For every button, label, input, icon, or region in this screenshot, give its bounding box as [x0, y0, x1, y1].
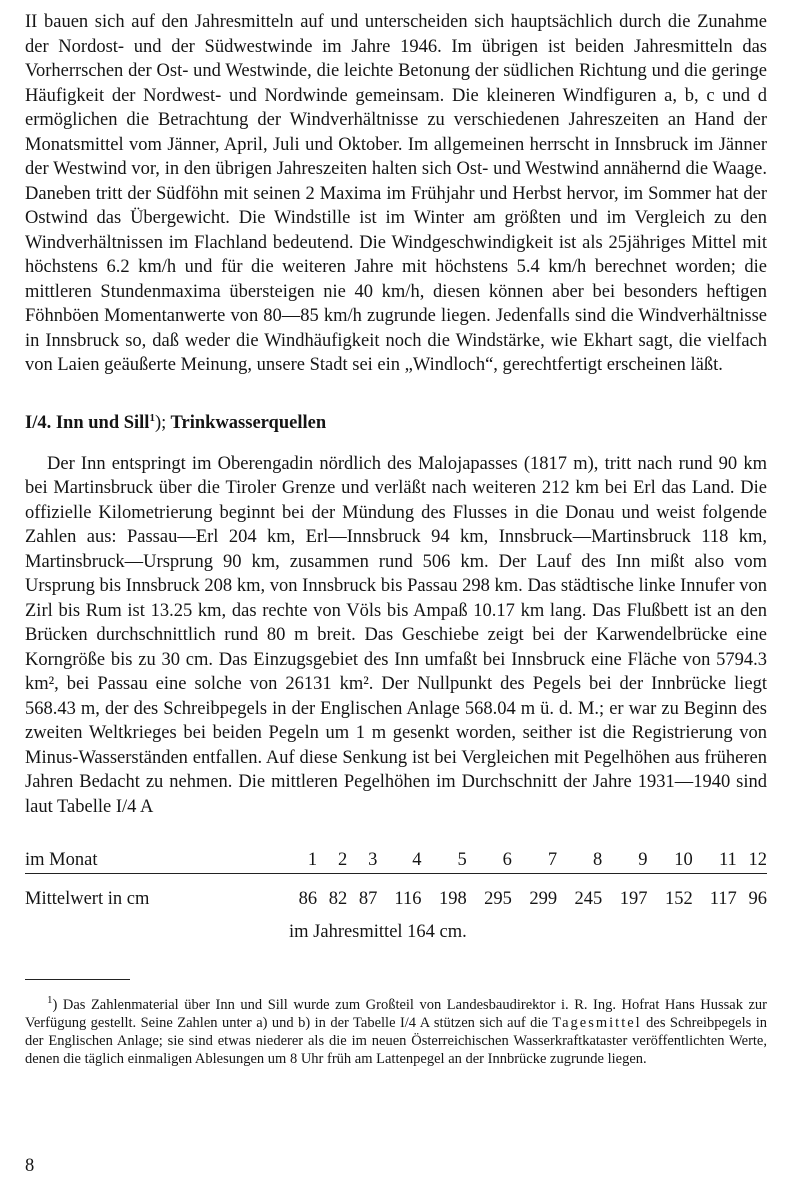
- value-cell: 117: [709, 888, 737, 909]
- month-cell: 1: [307, 849, 318, 870]
- gauge-table: [25, 847, 767, 912]
- month-cell: 2: [338, 849, 348, 870]
- value-cell: 295: [484, 888, 512, 909]
- month-cell: 6: [502, 849, 512, 870]
- value-cell: 245: [574, 888, 603, 909]
- table-value-row: [25, 886, 767, 912]
- annual-mean: im Jahresmittel 164 cm.: [289, 922, 467, 942]
- month-cell: 9: [638, 849, 648, 870]
- month-cell: 10: [674, 849, 693, 870]
- heading-footnote-mark: 1: [149, 411, 155, 424]
- footnote-mark: 1: [47, 994, 53, 1007]
- month-cell: 3: [368, 849, 378, 870]
- heading-title: I/4. Inn und Sill: [25, 412, 150, 433]
- value-cell: 96: [748, 888, 767, 909]
- footnote-divider: [25, 979, 130, 980]
- value-cell: 197: [619, 888, 648, 909]
- value-cell: 86: [298, 888, 318, 909]
- value-cell: 87: [358, 888, 378, 909]
- document-page: [25, 10, 767, 1068]
- month-cell: 4: [412, 849, 422, 870]
- footnote-emphasis: Tagesmittel: [552, 1015, 642, 1031]
- heading-separator: );: [154, 412, 167, 433]
- month-cell: 12: [748, 849, 767, 870]
- paragraph-inn: Der Inn entspringt im Oberengadin nördlich des Malojapasses (1817 m), tritt nach rund 90 km bei Martinsbruck über die Tiroler Grenze und verläßt nach weiteren 212 km bei Erl das Land. Die offizielle Kilometrierung beginnt bei der Mündung des Flusses in die Donau und weist folgende Zahlen aus: Passau—Erl 204 km, Erl—Innsbruck 94 km, Innsbruck—Martinsbruck 118 km, Martinsbruck—Ursprung 90 km, zusammen rund 506 km. Der Lauf des Inn mißt also vom Ursprung bis Innsbruck 208 km, von Innsbruck bis Passau 298 km. Das städtische linke Innufer von Zirl bis Rum ist 13.25 km, das rechte von Völs bis Ampaß 10.17 km lang. Das Flußbett ist an den Brücken durchschnittlich rund 80 m breit. Das Geschiebe zeigt bei der Karwendelbrücke eine Korngröße bis zu 30 cm. Das Einzugsgebiet des Inn umfaßt bei Innsbruck eine Fläche von 5794.3 km², bei Passau eine solche von 26131 km². Der Nullpunkt des Pegels bei der Innbrücke liegt 568.43 m, der des Schreibpegels in der Englischen Anlage 568.04 m ü. d. M.; er war zu Beginn des zweiten Weltkrieges bei beiden Pegeln um 1 m gesenkt worden, seither ist die Registrierung von Minus-Wasserständen entfallen. Auf diese Senkung ist bei Vergleichen mit Pegelhöhen aus früheren Jahren Bedacht zu nehmen. Die mittleren Pegelhöhen im Durchschnitt der Jahre 1931—1940 sind laut Tabelle I/4 A: [25, 453, 767, 817]
- page-number: 8: [25, 1156, 35, 1176]
- month-cell: 7: [547, 849, 558, 870]
- value-cell: 116: [394, 888, 422, 909]
- heading-subtitle: Trinkwasserquellen: [166, 412, 327, 433]
- table-rule: [25, 874, 767, 887]
- value-cell: 82: [328, 888, 348, 909]
- footnote: [25, 996, 767, 1068]
- value-cell: 299: [529, 888, 558, 909]
- footnote-text-end: des Schreibpegels in der Englischen Anlage; sie sind etwas niederer als die im neuen Österreichischen Wasserkraftkataster veröffentlichten Werte, denen die täglich einmaligen Ablesungen um 8 Uhr früh am Lattenpegel an der Innbrücke zugrunde liegen.: [25, 1015, 767, 1067]
- table-row-label: Mittelwert in cm: [25, 888, 150, 909]
- paragraph-wind: II bauen sich auf den Jahresmitteln auf und unterscheiden sich hauptsächlich durch die Zunahme der Nordost- und der Südwestwinde im Jahre 1946. Im übrigen ist beiden Jahresmitteln das Vorherrschen der Ost- und Westwinde, die leichte Betonung der südlichen Richtung und die geringe Häufigkeit der Nordwest- und Nordwinde gemeinsam. Die kleineren Windfiguren a, b, c und d ermöglichen die Betrachtung der Windverhältnisse zu verschiedenen Jahreszeiten an Hand der Monatsmittel vom Jänner, April, Juli und Oktober. Im allgemeinen herrscht in Innsbruck im Jänner der Westwind vor, in den übrigen Jahreszeiten halten sich Ost- und Westwind annähernd die Waage. Daneben tritt der Südföhn mit seinen 2 Maxima im Frühjahr und Herbst hervor, im Sommer hat der Ostwind das Übergewicht. Die Windstille ist im Winter am größten und im Vergleich zu den Windverhältnissen im Flachland bedeutend. Die Windgeschwindigkeit ist als 25jähriges Mittel mit höchstens 6.2 km/h und für die weiteren Jahre mit höchstens 5.4 km/h berechnet worden; die mittleren Stundenmaxima übersteigen nie 40 km/h, diesen können aber bei besonders heftigen Föhnböen Momentanwerte von 80—85 km/h zugrunde liegen. Jedenfalls sind die Windverhältnisse in Innsbruck so, daß weder die Windhäufigkeit noch die Windstärke, wie Ekhart sagt, die vielfach von Laien geäußerte Meinung, unsere Stadt sei ein „Windloch“, gerechtfertigt erscheinen läßt.: [25, 12, 767, 375]
- value-cell: 198: [438, 888, 467, 909]
- section-heading: [25, 411, 767, 435]
- month-cell: 5: [457, 849, 467, 870]
- table-header-row: [25, 847, 767, 874]
- value-cell: 152: [664, 888, 693, 909]
- table-header-label: im Monat: [25, 849, 98, 870]
- month-cell: 8: [593, 849, 603, 870]
- month-cell: 11: [718, 849, 737, 870]
- footnote-text-start: ) Das Zahlenmaterial über Inn und Sill wurde zum Großteil von Landesbaudirektor i. R. Ing. Hofrat Hans Hussak zur Verfügung gestellt. Seine Zahlen unter a) und b) in der Tabelle I/4 A stützen sich auf die: [25, 997, 767, 1031]
